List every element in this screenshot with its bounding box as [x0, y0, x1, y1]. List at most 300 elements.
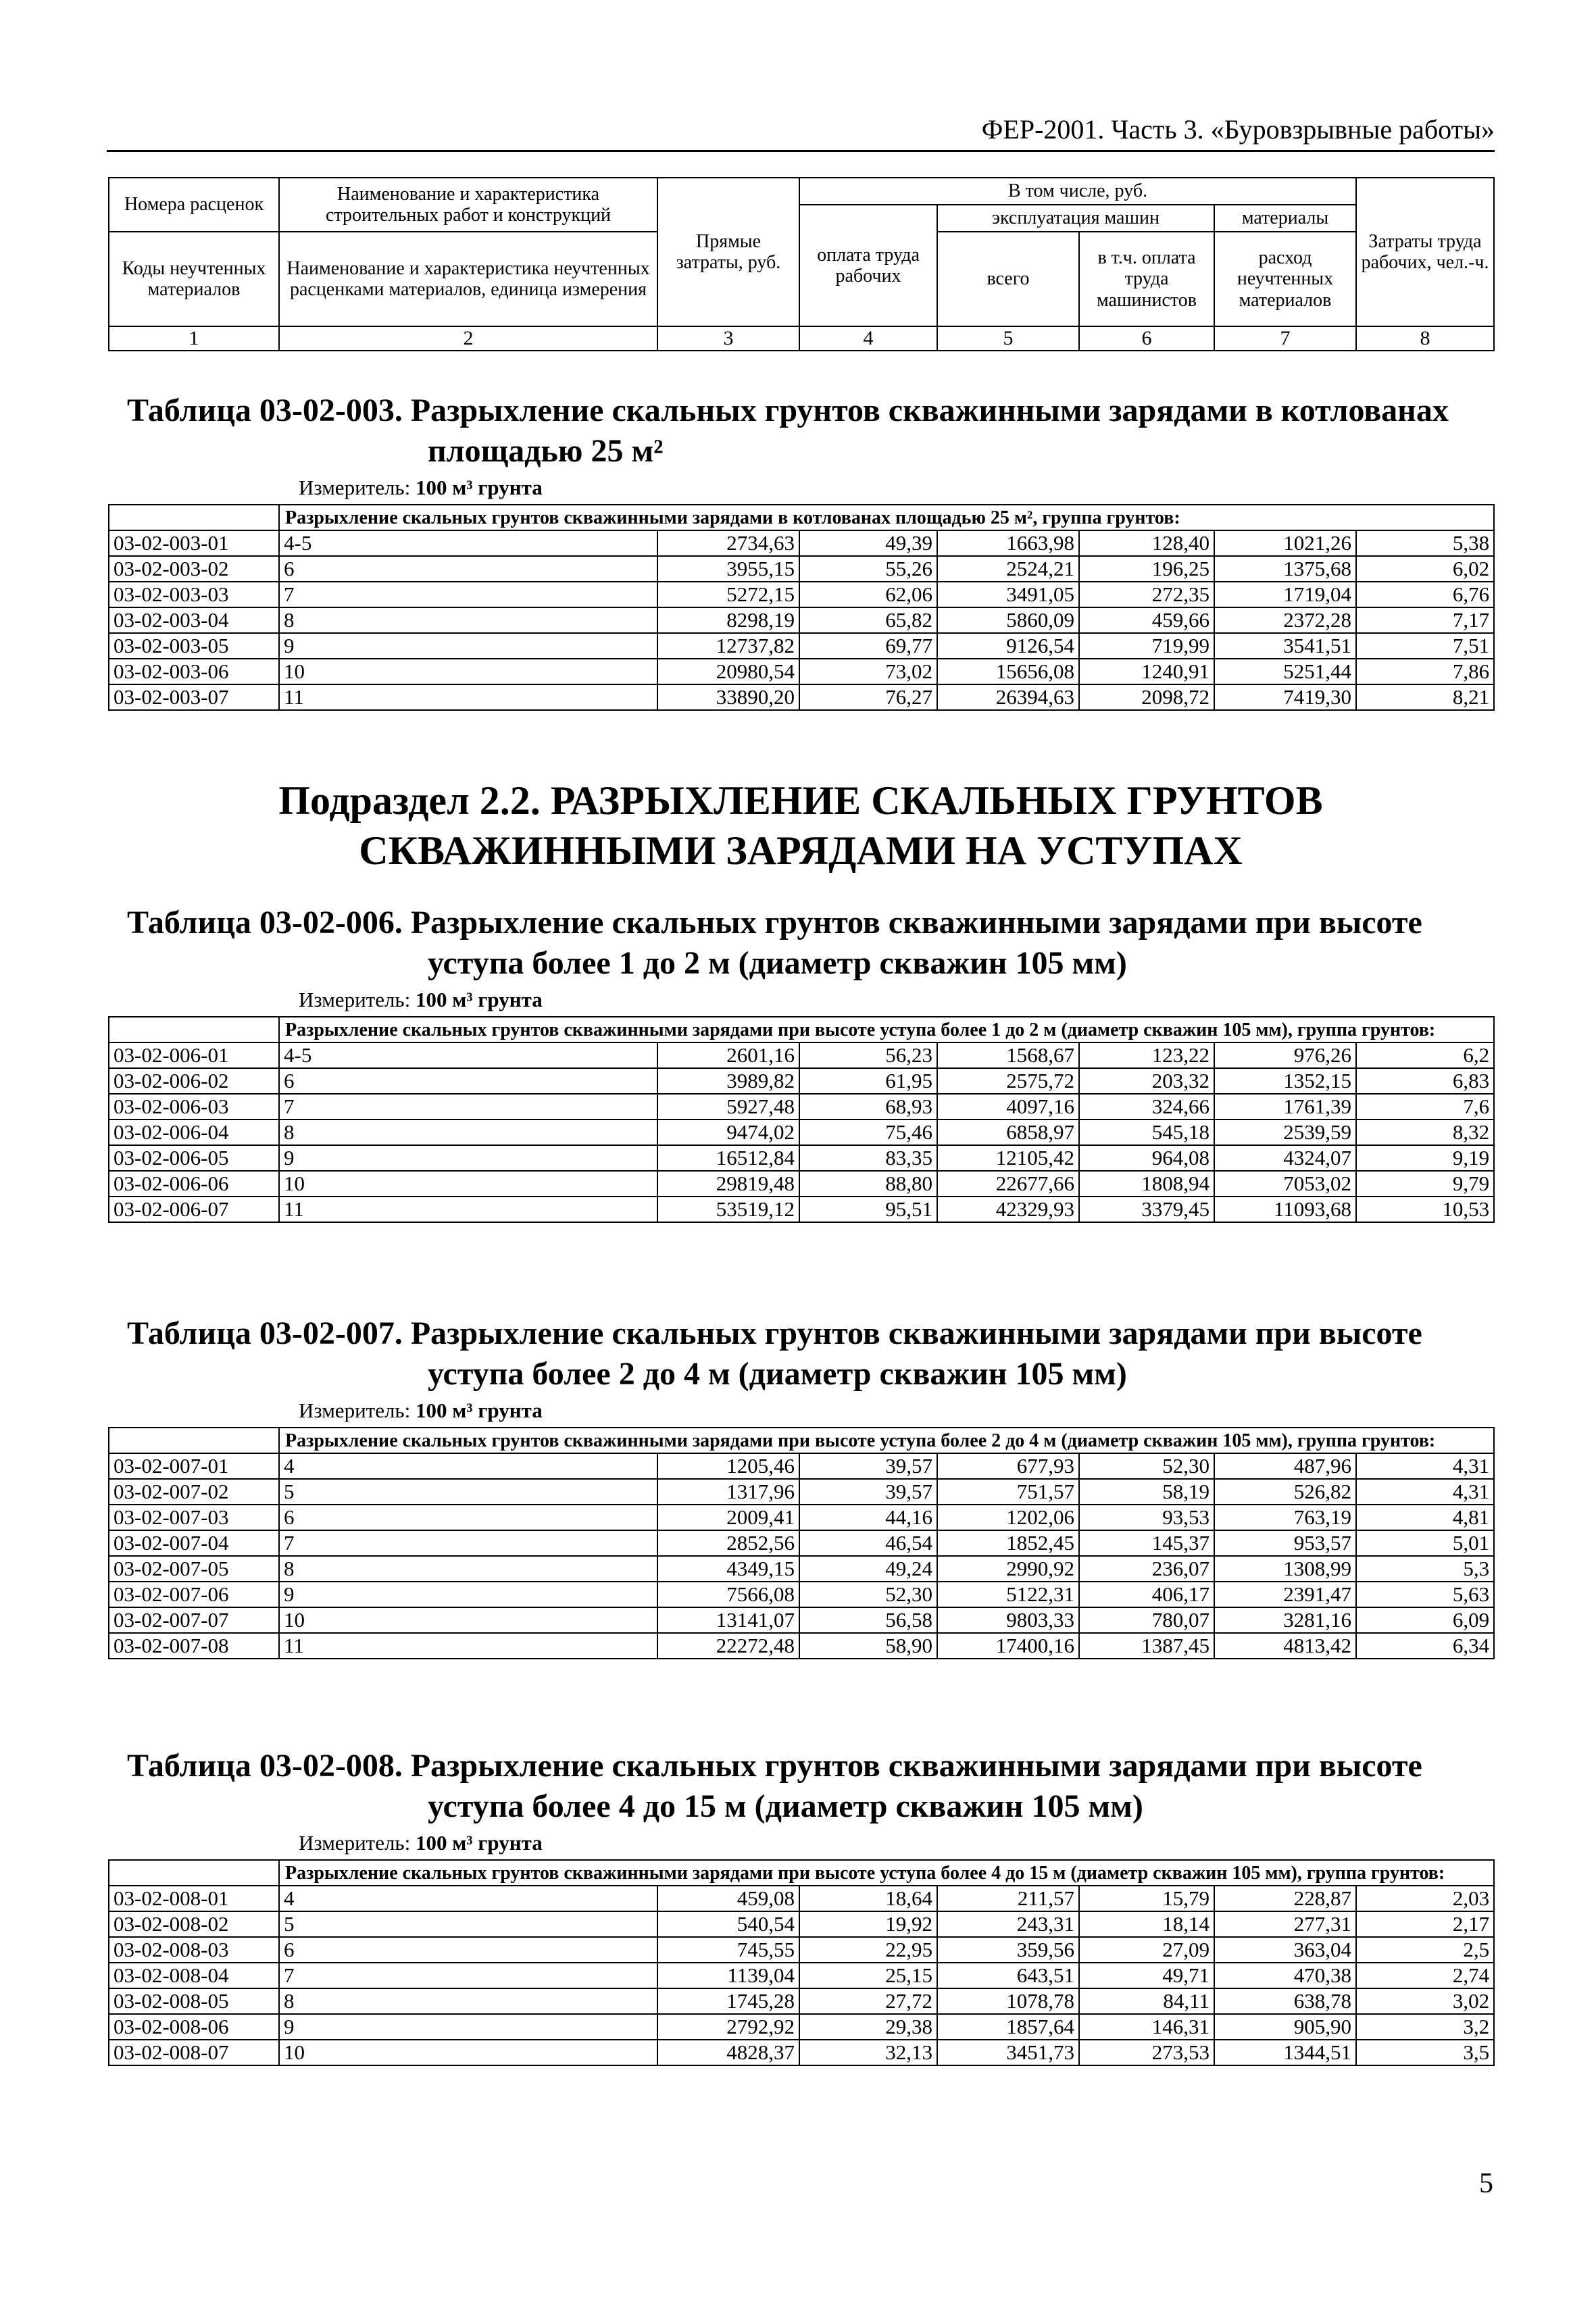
rate-code-cell: 03-02-007-01	[109, 1453, 279, 1479]
column-number: 4	[799, 326, 937, 351]
unit-label: Измеритель:	[299, 1399, 411, 1422]
column-number: 6	[1079, 326, 1214, 351]
value-cell: 7566,08	[657, 1582, 799, 1607]
value-cell: 6,02	[1356, 556, 1494, 582]
value-cell: 3,02	[1356, 1988, 1494, 2014]
table-row	[109, 1145, 1494, 1171]
rate-code-cell: 03-02-006-03	[109, 1094, 279, 1120]
soil-group-cell: 4-5	[279, 530, 657, 556]
value-cell: 8298,19	[657, 607, 799, 633]
value-cell: 5927,48	[657, 1094, 799, 1120]
value-cell: 52,30	[799, 1582, 937, 1607]
value-cell: 13141,07	[657, 1607, 799, 1633]
table-row	[109, 1988, 1494, 2014]
table-row	[109, 1479, 1494, 1505]
value-cell: 6,2	[1356, 1042, 1494, 1068]
value-cell: 1761,39	[1214, 1094, 1356, 1120]
value-cell: 273,53	[1079, 2040, 1214, 2065]
value-cell: 4,31	[1356, 1453, 1494, 1479]
rate-table-section	[108, 391, 1493, 711]
value-cell: 1317,96	[657, 1479, 799, 1505]
table-row	[109, 556, 1494, 582]
soil-group-cell: 7	[279, 1530, 657, 1556]
value-cell: 540,54	[657, 1911, 799, 1937]
value-cell: 39,57	[799, 1453, 937, 1479]
table-title	[108, 1746, 1493, 1827]
value-cell: 52,30	[1079, 1453, 1214, 1479]
rate-code-cell: 03-02-003-07	[109, 684, 279, 710]
header-labor-costs: Затраты труда рабочих, чел.-ч.	[1356, 178, 1494, 326]
value-cell: 5251,44	[1214, 659, 1356, 684]
caption-spacer-cell	[109, 1860, 279, 1886]
rate-code-cell: 03-02-006-04	[109, 1120, 279, 1145]
rate-code-cell: 03-02-007-05	[109, 1556, 279, 1582]
value-cell: 1139,04	[657, 1963, 799, 1988]
value-cell: 58,19	[1079, 1479, 1214, 1505]
value-cell: 1808,94	[1079, 1171, 1214, 1197]
table-title-line: Таблица 03-02-007. Разрыхление скальных грунтов скважинными зарядами при высоте	[127, 1315, 1422, 1351]
rate-code-cell: 03-02-003-04	[109, 607, 279, 633]
table-row	[109, 1582, 1494, 1607]
value-cell: 3379,45	[1079, 1197, 1214, 1222]
soil-group-cell: 8	[279, 1988, 657, 2014]
value-cell: 68,93	[799, 1094, 937, 1120]
value-cell: 7419,30	[1214, 684, 1356, 710]
caption-spacer-cell	[109, 1428, 279, 1453]
table-row	[109, 1120, 1494, 1145]
value-cell: 5860,09	[937, 607, 1079, 633]
value-cell: 55,26	[799, 556, 937, 582]
value-cell: 18,64	[799, 1886, 937, 1911]
value-cell: 976,26	[1214, 1042, 1356, 1068]
table-title-line: Таблица 03-02-003. Разрыхление скальных грунтов скважинными зарядами в котлованах	[127, 393, 1449, 428]
value-cell: 4,81	[1356, 1505, 1494, 1530]
rate-code-cell: 03-02-007-02	[109, 1479, 279, 1505]
value-cell: 95,51	[799, 1197, 937, 1222]
unit-value: 100 м³ грунта	[415, 476, 543, 499]
value-cell: 9803,33	[937, 1607, 1079, 1633]
value-cell: 9474,02	[657, 1120, 799, 1145]
value-cell: 7,86	[1356, 659, 1494, 684]
rate-code-cell: 03-02-006-06	[109, 1171, 279, 1197]
rate-code-cell: 03-02-008-07	[109, 2040, 279, 2065]
value-cell: 5,01	[1356, 1530, 1494, 1556]
value-cell: 49,39	[799, 530, 937, 556]
value-cell: 56,23	[799, 1042, 937, 1068]
table-caption: Разрыхление скальных грунтов скважинными зарядами при высоте уступа более 2 до 4 м (диаметр скважин 105 мм), группа грунтов:	[279, 1428, 1494, 1453]
table-row	[109, 1094, 1494, 1120]
value-cell: 2524,21	[937, 556, 1079, 582]
table-row	[109, 1171, 1494, 1197]
value-cell: 459,66	[1079, 607, 1214, 633]
soil-group-cell: 4	[279, 1886, 657, 1911]
rate-code-cell: 03-02-003-05	[109, 633, 279, 659]
value-cell: 29,38	[799, 2014, 937, 2040]
value-cell: 3281,16	[1214, 1607, 1356, 1633]
column-number: 2	[279, 326, 657, 351]
value-cell: 33890,20	[657, 684, 799, 710]
value-cell: 3,5	[1356, 2040, 1494, 2065]
soil-group-cell: 8	[279, 607, 657, 633]
value-cell: 196,25	[1079, 556, 1214, 582]
table-row	[109, 1556, 1494, 1582]
column-number: 1	[109, 326, 279, 351]
header-material-name: Наименование и характеристика неучтенных расценками материалов, единица измерения	[279, 232, 657, 326]
soil-group-cell: 7	[279, 1963, 657, 1988]
table-row	[109, 1937, 1494, 1963]
value-cell: 4324,07	[1214, 1145, 1356, 1171]
header-machine-operation: эксплуатация машин	[937, 205, 1214, 232]
value-cell: 2852,56	[657, 1530, 799, 1556]
soil-group-cell: 10	[279, 659, 657, 684]
value-cell: 56,58	[799, 1607, 937, 1633]
value-cell: 2734,63	[657, 530, 799, 556]
soil-group-cell: 5	[279, 1911, 657, 1937]
value-cell: 3541,51	[1214, 633, 1356, 659]
value-cell: 1852,45	[937, 1530, 1079, 1556]
value-cell: 22677,66	[937, 1171, 1079, 1197]
rate-code-cell: 03-02-007-06	[109, 1582, 279, 1607]
rate-table	[108, 1427, 1495, 1659]
soil-group-cell: 10	[279, 1171, 657, 1197]
table-title-line: уступа более 4 до 15 м (диаметр скважин 105 мм)	[428, 1788, 1143, 1824]
value-cell: 145,37	[1079, 1530, 1214, 1556]
value-cell: 243,31	[937, 1911, 1079, 1937]
value-cell: 4828,37	[657, 2040, 799, 2065]
value-cell: 236,07	[1079, 1556, 1214, 1582]
value-cell: 75,46	[799, 1120, 937, 1145]
value-cell: 228,87	[1214, 1886, 1356, 1911]
value-cell: 12105,42	[937, 1145, 1079, 1171]
value-cell: 5122,31	[937, 1582, 1079, 1607]
value-cell: 18,14	[1079, 1911, 1214, 1937]
value-cell: 62,06	[799, 582, 937, 607]
soil-group-cell: 10	[279, 1607, 657, 1633]
header-rate-numbers: Номера расценок	[109, 178, 279, 232]
rate-code-cell: 03-02-008-02	[109, 1911, 279, 1937]
table-unit	[108, 472, 1493, 504]
value-cell: 745,55	[657, 1937, 799, 1963]
soil-group-cell: 9	[279, 2014, 657, 2040]
value-cell: 1352,15	[1214, 1068, 1356, 1094]
value-cell: 65,82	[799, 607, 937, 633]
value-cell: 17400,16	[937, 1633, 1079, 1659]
value-cell: 42329,93	[937, 1197, 1079, 1222]
unit-label: Измеритель:	[299, 1831, 411, 1855]
value-cell: 905,90	[1214, 2014, 1356, 2040]
value-cell: 1857,64	[937, 2014, 1079, 2040]
value-cell: 7,6	[1356, 1094, 1494, 1120]
value-cell: 2098,72	[1079, 684, 1214, 710]
header-machine-total: всего	[937, 232, 1079, 326]
value-cell: 1387,45	[1079, 1633, 1214, 1659]
value-cell: 83,35	[799, 1145, 937, 1171]
value-cell: 3955,15	[657, 556, 799, 582]
soil-group-cell: 11	[279, 1197, 657, 1222]
table-unit	[108, 1394, 1493, 1427]
value-cell: 4097,16	[937, 1094, 1079, 1120]
value-cell: 8,21	[1356, 684, 1494, 710]
value-cell: 2539,59	[1214, 1120, 1356, 1145]
value-cell: 9,19	[1356, 1145, 1494, 1171]
value-cell: 19,92	[799, 1911, 937, 1937]
rate-table	[108, 1859, 1495, 2066]
value-cell: 677,93	[937, 1453, 1079, 1479]
unit-value: 100 м³ грунта	[415, 988, 543, 1011]
value-cell: 16512,84	[657, 1145, 799, 1171]
value-cell: 1308,99	[1214, 1556, 1356, 1582]
value-cell: 643,51	[937, 1963, 1079, 1988]
table-row	[109, 1633, 1494, 1659]
table-row	[109, 2014, 1494, 2040]
table-caption: Разрыхление скальных грунтов скважинными зарядами в котлованах площадью 25 м², группа грунтов:	[279, 505, 1494, 530]
value-cell: 277,31	[1214, 1911, 1356, 1937]
value-cell: 27,72	[799, 1988, 937, 2014]
table-row	[109, 1453, 1494, 1479]
table-row	[109, 1505, 1494, 1530]
value-cell: 638,78	[1214, 1988, 1356, 2014]
value-cell: 1344,51	[1214, 2040, 1356, 2065]
value-cell: 2391,47	[1214, 1582, 1356, 1607]
table-row	[109, 684, 1494, 710]
value-cell: 3451,73	[937, 2040, 1079, 2065]
value-cell: 1240,91	[1079, 659, 1214, 684]
column-number: 8	[1356, 326, 1494, 351]
value-cell: 487,96	[1214, 1453, 1356, 1479]
table-unit	[108, 1827, 1493, 1859]
value-cell: 763,19	[1214, 1505, 1356, 1530]
value-cell: 53519,12	[657, 1197, 799, 1222]
table-row	[109, 530, 1494, 556]
value-cell: 780,07	[1079, 1607, 1214, 1633]
value-cell: 211,57	[937, 1886, 1079, 1911]
value-cell: 545,18	[1079, 1120, 1214, 1145]
rate-code-cell: 03-02-003-01	[109, 530, 279, 556]
table-title-line: площадью 25 м²	[428, 433, 664, 469]
table-caption: Разрыхление скальных грунтов скважинными зарядами при высоте уступа более 1 до 2 м (диаметр скважин 105 мм), группа грунтов:	[279, 1017, 1494, 1042]
value-cell: 6,83	[1356, 1068, 1494, 1094]
caption-spacer-cell	[109, 505, 279, 530]
value-cell: 2009,41	[657, 1505, 799, 1530]
soil-group-cell: 6	[279, 1505, 657, 1530]
unit-label: Измеритель:	[299, 476, 411, 499]
value-cell: 58,90	[799, 1633, 937, 1659]
soil-group-cell: 7	[279, 582, 657, 607]
column-number: 3	[657, 326, 799, 351]
value-cell: 7,51	[1356, 633, 1494, 659]
value-cell: 526,82	[1214, 1479, 1356, 1505]
value-cell: 9126,54	[937, 633, 1079, 659]
value-cell: 272,35	[1079, 582, 1214, 607]
header-materials: материалы	[1214, 205, 1356, 232]
table-row	[109, 1068, 1494, 1094]
soil-group-cell: 11	[279, 1633, 657, 1659]
unit-value: 100 м³ грунта	[415, 1831, 543, 1855]
value-cell: 84,11	[1079, 1988, 1214, 2014]
value-cell: 363,04	[1214, 1937, 1356, 1963]
value-cell: 49,24	[799, 1556, 937, 1582]
value-cell: 20980,54	[657, 659, 799, 684]
value-cell: 27,09	[1079, 1937, 1214, 1963]
header-operator-wages: в т.ч. оплата труда машинистов	[1079, 232, 1214, 326]
value-cell: 3989,82	[657, 1068, 799, 1094]
table-caption-row	[109, 1860, 1494, 1886]
value-cell: 5272,15	[657, 582, 799, 607]
rate-code-cell: 03-02-007-04	[109, 1530, 279, 1556]
table-row	[109, 607, 1494, 633]
value-cell: 2990,92	[937, 1556, 1079, 1582]
value-cell: 4349,15	[657, 1556, 799, 1582]
rate-table	[108, 1016, 1495, 1223]
rate-code-cell: 03-02-008-05	[109, 1988, 279, 2014]
soil-group-cell: 4	[279, 1453, 657, 1479]
value-cell: 32,13	[799, 2040, 937, 2065]
soil-group-cell: 5	[279, 1479, 657, 1505]
value-cell: 2,03	[1356, 1886, 1494, 1911]
soil-group-cell: 6	[279, 1068, 657, 1094]
value-cell: 324,66	[1079, 1094, 1214, 1120]
value-cell: 719,99	[1079, 633, 1214, 659]
soil-group-cell: 9	[279, 1582, 657, 1607]
rate-code-cell: 03-02-008-04	[109, 1963, 279, 1988]
value-cell: 73,02	[799, 659, 937, 684]
value-cell: 6,76	[1356, 582, 1494, 607]
value-cell: 22,95	[799, 1937, 937, 1963]
rate-table-section	[108, 1313, 1493, 1659]
value-cell: 15656,08	[937, 659, 1079, 684]
value-cell: 2372,28	[1214, 607, 1356, 633]
value-cell: 128,40	[1079, 530, 1214, 556]
value-cell: 2,5	[1356, 1937, 1494, 1963]
rate-code-cell: 03-02-006-02	[109, 1068, 279, 1094]
value-cell: 5,63	[1356, 1582, 1494, 1607]
caption-spacer-cell	[109, 1017, 279, 1042]
value-cell: 46,54	[799, 1530, 937, 1556]
value-cell: 406,17	[1079, 1582, 1214, 1607]
table-row	[109, 1963, 1494, 1988]
value-cell: 25,15	[799, 1963, 937, 1988]
value-cell: 3,2	[1356, 2014, 1494, 2040]
table-caption: Разрыхление скальных грунтов скважинными зарядами при высоте уступа более 4 до 15 м (диаметр скважин 105 мм), группа грунтов:	[279, 1860, 1494, 1886]
table-caption-row	[109, 1428, 1494, 1453]
column-number: 7	[1214, 326, 1356, 351]
value-cell: 2,74	[1356, 1963, 1494, 1988]
rate-code-cell: 03-02-006-05	[109, 1145, 279, 1171]
value-cell: 203,32	[1079, 1068, 1214, 1094]
table-row	[109, 1607, 1494, 1633]
page-number: 5	[1479, 2168, 1493, 2199]
table-unit	[108, 984, 1493, 1016]
soil-group-cell: 6	[279, 556, 657, 582]
value-cell: 1719,04	[1214, 582, 1356, 607]
value-cell: 26394,63	[937, 684, 1079, 710]
soil-group-cell: 9	[279, 633, 657, 659]
value-cell: 44,16	[799, 1505, 937, 1530]
table-title-line: уступа более 1 до 2 м (диаметр скважин 105 мм)	[428, 945, 1127, 981]
soil-group-cell: 10	[279, 2040, 657, 2065]
column-header-table	[108, 177, 1495, 351]
rate-code-cell: 03-02-008-03	[109, 1937, 279, 1963]
rate-code-cell: 03-02-008-06	[109, 2014, 279, 2040]
soil-group-cell: 4-5	[279, 1042, 657, 1068]
value-cell: 1078,78	[937, 1988, 1079, 2014]
value-cell: 470,38	[1214, 1963, 1356, 1988]
table-row	[109, 1530, 1494, 1556]
value-cell: 69,77	[799, 633, 937, 659]
table-caption-row	[109, 1017, 1494, 1042]
value-cell: 1745,28	[657, 1988, 799, 2014]
value-cell: 5,3	[1356, 1556, 1494, 1582]
rate-code-cell: 03-02-006-01	[109, 1042, 279, 1068]
unit-label: Измеритель:	[299, 988, 411, 1011]
rate-code-cell: 03-02-003-02	[109, 556, 279, 582]
value-cell: 39,57	[799, 1479, 937, 1505]
column-number: 5	[937, 326, 1079, 351]
table-title	[108, 391, 1493, 472]
header-material-codes: Коды неучтенных материалов	[109, 232, 279, 326]
table-row	[109, 2040, 1494, 2065]
table-row	[109, 1042, 1494, 1068]
table-title	[108, 1313, 1493, 1394]
value-cell: 964,08	[1079, 1145, 1214, 1171]
value-cell: 6858,97	[937, 1120, 1079, 1145]
table-row	[109, 1911, 1494, 1937]
table-row	[109, 1886, 1494, 1911]
rate-code-cell: 03-02-007-08	[109, 1633, 279, 1659]
soil-group-cell: 8	[279, 1120, 657, 1145]
table-title-line: Таблица 03-02-006. Разрыхление скальных грунтов скважинными зарядами при высоте	[127, 905, 1422, 940]
value-cell: 1568,67	[937, 1042, 1079, 1068]
value-cell: 6,09	[1356, 1607, 1494, 1633]
soil-group-cell: 6	[279, 1937, 657, 1963]
value-cell: 2,17	[1356, 1911, 1494, 1937]
header-worker-wages: оплата труда рабочих	[799, 205, 937, 326]
value-cell: 2575,72	[937, 1068, 1079, 1094]
value-cell: 12737,82	[657, 633, 799, 659]
table-title	[108, 903, 1493, 984]
soil-group-cell: 8	[279, 1556, 657, 1582]
value-cell: 359,56	[937, 1937, 1079, 1963]
header-number-row	[109, 326, 1494, 351]
value-cell: 3491,05	[937, 582, 1079, 607]
value-cell: 88,80	[799, 1171, 937, 1197]
value-cell: 4813,42	[1214, 1633, 1356, 1659]
table-title-line: уступа более 2 до 4 м (диаметр скважин 105 мм)	[428, 1356, 1127, 1392]
rate-code-cell: 03-02-008-01	[109, 1886, 279, 1911]
value-cell: 29819,48	[657, 1171, 799, 1197]
table-caption-row	[109, 505, 1494, 530]
value-cell: 123,22	[1079, 1042, 1214, 1068]
value-cell: 953,57	[1214, 1530, 1356, 1556]
running-head: ФЕР-2001. Часть 3. «Буровзрывные работы»	[981, 114, 1495, 145]
value-cell: 146,31	[1079, 2014, 1214, 2040]
rate-table-section	[108, 1746, 1493, 2066]
value-cell: 1663,98	[937, 530, 1079, 556]
value-cell: 5,38	[1356, 530, 1494, 556]
value-cell: 2601,16	[657, 1042, 799, 1068]
value-cell: 49,71	[1079, 1963, 1214, 1988]
value-cell: 22272,48	[657, 1633, 799, 1659]
rate-code-cell: 03-02-007-07	[109, 1607, 279, 1633]
value-cell: 7053,02	[1214, 1171, 1356, 1197]
table-title-line: Таблица 03-02-008. Разрыхление скальных грунтов скважинными зарядами при высоте	[127, 1748, 1422, 1784]
header-work-name: Наименование и характеристика строительных работ и конструкций	[279, 178, 657, 232]
value-cell: 8,32	[1356, 1120, 1494, 1145]
soil-group-cell: 11	[279, 684, 657, 710]
value-cell: 93,53	[1079, 1505, 1214, 1530]
table-row	[109, 659, 1494, 684]
value-cell: 2792,92	[657, 2014, 799, 2040]
